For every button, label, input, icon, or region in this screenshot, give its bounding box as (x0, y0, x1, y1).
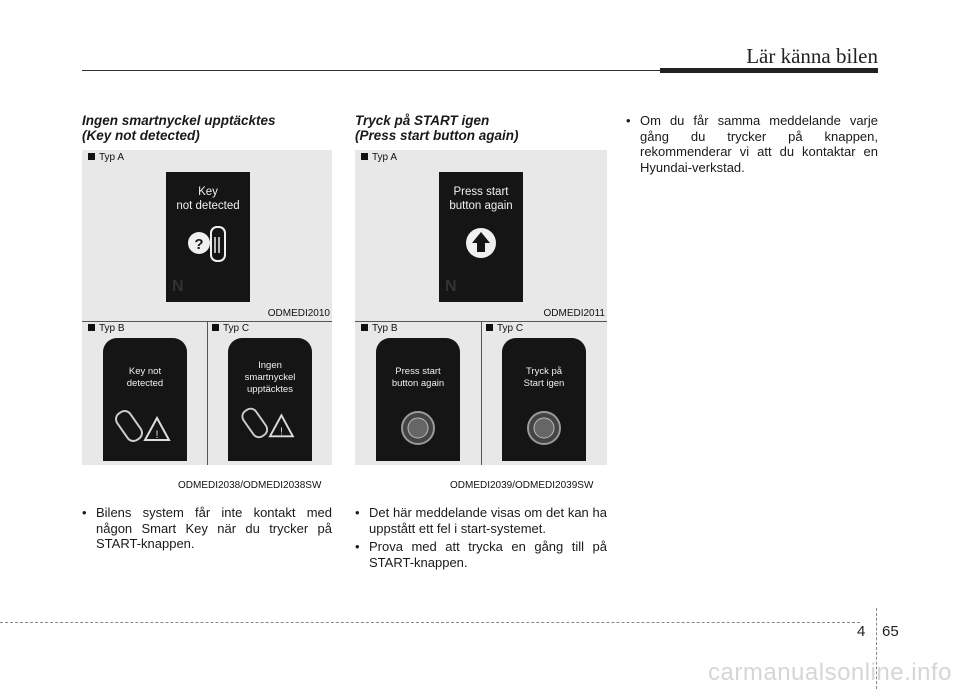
divider-vertical (207, 321, 208, 465)
figure-code-a: ODMEDI2010 (267, 308, 330, 319)
divider-vertical (481, 321, 482, 465)
typ-b-display: Press start button again (376, 338, 460, 461)
typ-a-label: Typ A (88, 152, 124, 163)
typ-c-label: Typ C (212, 323, 249, 334)
typ-a-display: Key not detected ? N (166, 172, 250, 302)
figure-code-bc: ODMEDI2039/ODMEDI2039SW (450, 480, 594, 491)
typ-c-display: Ingen smartnyckel upptäcktes ! (228, 338, 312, 461)
chapter-title: Lär känna bilen (746, 44, 878, 68)
figure-press-start-again (355, 150, 607, 465)
figure-code-a: ODMEDI2011 (543, 308, 605, 319)
gear-indicator-ghost: N (445, 278, 460, 295)
footer-dashed-line (0, 622, 860, 623)
typ-a-display: Press start button again N (439, 172, 523, 302)
typ-b-display: Key not detected ! (103, 338, 187, 461)
smart-key-question-icon (183, 221, 233, 269)
typ-a-label: Typ A (361, 152, 397, 163)
watermark: carmanualsonline.info (708, 659, 952, 686)
svg-text:?: ? (194, 236, 204, 253)
list-item: • Det här meddelande visas om det kan ha uppstått ett fel i start-systemet. (355, 505, 607, 536)
smart-key-warning-icon (238, 402, 302, 442)
chapter-number: 4 (857, 623, 866, 640)
start-button-icon (398, 408, 438, 448)
bullet-list-col3 (626, 113, 878, 178)
list-item: • Bilens system får inte kontakt med någon Smart Key när du trycker på START-knappen. (82, 505, 332, 551)
svg-text:!: ! (279, 426, 283, 438)
figure-code-bc: ODMEDI2038/ODMEDI2038SW (178, 480, 322, 491)
gear-indicator-ghost: N (172, 278, 187, 295)
start-button-icon (524, 408, 564, 448)
bullet-list-col2 (355, 505, 607, 573)
typ-c-display: Tryck på Start igen (502, 338, 586, 461)
header-rule-accent (660, 68, 878, 73)
section-title-press-start-again: Tryck på START igen (Press start button again) (355, 113, 519, 143)
start-button-press-icon (459, 221, 503, 265)
typ-b-label: Typ B (88, 323, 125, 334)
section-title-key-not-detected: Ingen smartnyckel upptäcktes (Key not detected) (82, 113, 276, 143)
bullet-list-col1 (82, 505, 332, 555)
list-item: • Om du får samma meddelande varje gång du trycker på knappen, rekommenderar vi att du kontaktar en Hyundai-verkstad. (626, 113, 878, 175)
page-number: 65 (882, 623, 899, 640)
smart-key-warning-icon (113, 404, 177, 446)
list-item: • Prova med att trycka en gång till på START-knappen. (355, 539, 607, 570)
svg-text:!: ! (155, 429, 159, 441)
figure-key-not-detected (82, 150, 332, 465)
typ-c-label: Typ C (486, 323, 523, 334)
typ-b-label: Typ B (361, 323, 398, 334)
